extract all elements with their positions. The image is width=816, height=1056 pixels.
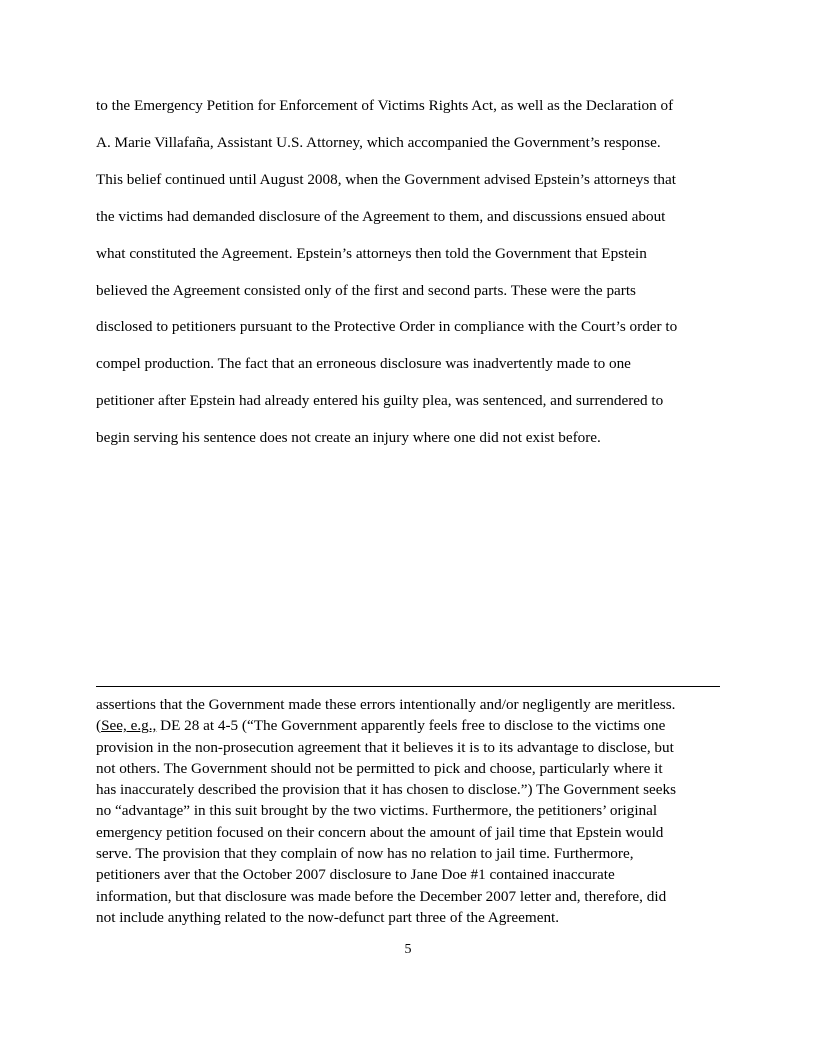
body-line: compel production. The fact that an erroneous disclosure was inadvertently made to one [96, 355, 631, 373]
body-line: begin serving his sentence does not create an injury where one did not exist before. [96, 429, 601, 447]
footnote-line: provision in the non-prosecution agreement that it believes it is to its advantage to disclose, but [96, 738, 674, 756]
footnote-line: not others. The Government should not be permitted to pick and choose, particularly where it [96, 759, 663, 777]
body-line: disclosed to petitioners pursuant to the Protective Order in compliance with the Court’s order to [96, 318, 678, 336]
footnote-line: petitioners aver that the October 2007 disclosure to Jane Doe #1 contained inaccurate [96, 866, 615, 884]
footnote [96, 694, 736, 928]
page-number: 5 [404, 942, 412, 957]
footnote-line: emergency petition focused on their concern about the amount of jail time that Epstein would [96, 823, 664, 841]
citation-signal: See, e.g., [101, 717, 157, 735]
body-line: petitioner after Epstein had already entered his guilty plea, was sentenced, and surrendered to [96, 392, 664, 410]
footnote-line: serve. The provision that they complain of now has no relation to jail time. Furthermore, [96, 845, 634, 863]
body-line: This belief continued until August 2008, when the Government advised Epstein’s attorneys that [96, 170, 676, 188]
footnote-line: not include anything related to the now-defunct part three of the Agreement. [96, 908, 560, 926]
footnote-line: information, but that disclosure was made before the December 2007 letter and, therefore, did [96, 887, 667, 905]
body-paragraph [96, 88, 736, 457]
footnote-line: assertions that the Government made these errors intentionally and/or negligently are meritless. [96, 696, 676, 713]
citation-text: DE 28 at 4-5 (“The Government apparently feels free to disclose to the victims one [156, 717, 666, 735]
footnote-line: no “advantage” in this suit brought by the two victims. Furthermore, the petitioners’ original [96, 802, 658, 820]
body-line: the victims had demanded disclosure of the Agreement to them, and discussions ensued about [96, 207, 666, 225]
body-line: what constituted the Agreement. Epstein’s attorneys then told the Government that Epstein [96, 244, 647, 262]
body-line: A. Marie Villafaña, Assistant U.S. Attorney, which accompanied the Government’s response. [96, 133, 661, 151]
footnote-separator [96, 686, 720, 687]
footnote-line-with-citation [96, 715, 736, 736]
footnote-line: has inaccurately described the provision that it has chosen to disclose.”) The Government seeks [96, 781, 677, 799]
body-line: to the Emergency Petition for Enforcement of Victims Rights Act, as well as the Declaration of [96, 97, 674, 114]
body-line: believed the Agreement consisted only of the first and second parts. These were the parts [96, 281, 636, 299]
citation-open-paren: ( [96, 717, 102, 735]
